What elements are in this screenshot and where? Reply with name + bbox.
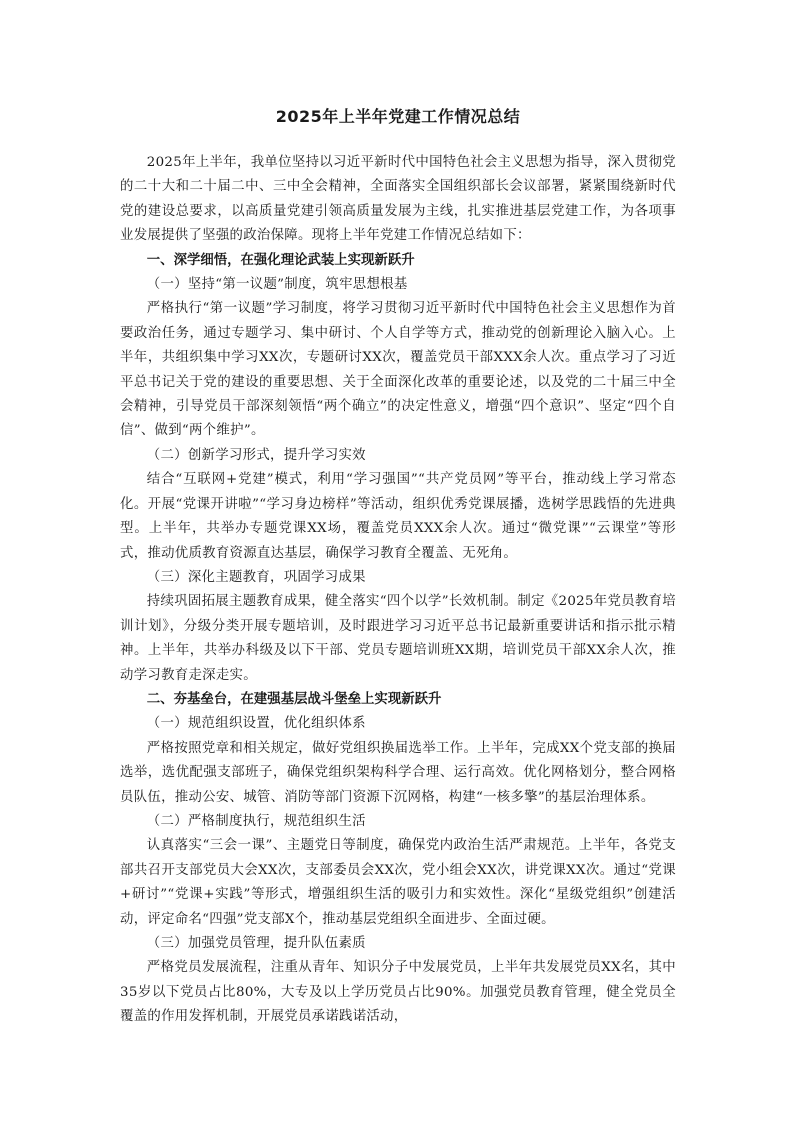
section-heading-1: 一、深学细悟，在强化理论武装上实现新跃升	[146, 252, 415, 268]
subsection-heading-2-2: （二）严格制度执行，规范组织生活	[146, 813, 366, 829]
subsection-heading-1-3: （三）深化主题教育，巩固学习成果	[146, 569, 366, 585]
document-page	[120, 100, 676, 1030]
paragraph-1-3: 持续巩固拓展主题教育成果，健全落实“四个以学”长效机制。制定《2025年党员教育培训计划》，分级分类开展专题培训，及时跟进学习习近平总书记最新重要讲话和指示批示精神。上半年，共举办科级及以下干部、党员专题培训班XX期，培训党员干部XX余人次，推动学习教育走深走实。	[120, 594, 676, 683]
paragraph-2-1: 严格按照党章和相关规定，做好党组织换届选举工作。上半年，完成XX个党支部的换届选举，选优配强支部班子，确保党组织架构科学合理、运行高效。优化网格划分，整合网格员队伍，推动公安、城管、消防等部门资源下沉网格，构建“一核多擎”的基层治理体系。	[120, 740, 676, 805]
subsection-heading-1-1: （一）坚持“第一议题”制度，筑牢思想根基	[146, 277, 408, 293]
paragraph-2-3: 严格党员发展流程，注重从青年、知识分子中发展党员，上半年共发展党员XX名，其中35岁以下党员占比80%，大专及以上学历党员占比90%。加强党员教育管理，健全党员全覆盖的作用发挥机制，开展党员承诺践诺活动，	[120, 960, 676, 1025]
document-title: 2025年上半年党建工作情况总结	[275, 107, 521, 126]
paragraph-1-2: 结合“互联网+党建”模式，利用“学习强国”“共产党员网”等平台，推动线上学习常态化。开展“党课开讲啦”“学习身边榜样”等活动，组织优秀党课展播，选树学思践悟的先进典型。上半年，共举办专题党课XX场，覆盖党员XXX余人次。通过“微党课”“云课堂”等形式，推动优质教育资源直达基层，确保学习教育全覆盖、无死角。	[120, 472, 676, 561]
subsection-heading-1-2: （二）创新学习形式，提升学习实效	[146, 447, 366, 463]
section-heading-2: 二、夯基垒台，在建强基层战斗堡垒上实现新跃升	[146, 691, 442, 707]
subsection-heading-2-3: （三）加强党员管理，提升队伍素质	[146, 936, 366, 951]
paragraph-1-1: 严格执行“第一议题”学习制度，将学习贯彻习近平新时代中国特色社会主义思想作为首要政治任务，通过专题学习、集中研讨、个人自学等方式，推动党的创新理论入脑入心。上半年，共组织集中学习XX次，专题研讨XX次，覆盖党员干部XXX余人次。重点学习了习近平总书记关于党的建设的重要思想、关于全面深化改革的重要论述，以及党的二十届三中全会精神，引导党员干部深刻领悟“两个确立”的决定性意义，增强“四个意识”、坚定“四个自信”、做到“两个维护”。	[120, 301, 676, 439]
paragraph-2-2: 认真落实“三会一课”、主题党日等制度，确保党内政治生活严肃规范。上半年，各党支部共召开支部党员大会XX次，支部委员会XX次，党小组会XX次，讲党课XX次。通过“党课+研讨”“党课+实践”等形式，增强组织生活的吸引力和实效性。深化“星级党组织”创建活动，评定命名“四强”党支部X个，推动基层党组织全面进步、全面过硬。	[120, 838, 676, 927]
intro-paragraph: 2025年上半年，我单位坚持以习近平新时代中国特色社会主义思想为指导，深入贯彻党的二十大和二十届二中、三中全会精神，全面落实全国组织部长会议部署，紧紧围绕新时代党的建设总要求，以高质量党建引领高质量发展为主线，扎实推进基层党建工作，为各项事业发展提供了坚强的政治保障。现将上半年党建工作情况总结如下：	[120, 155, 676, 244]
subsection-heading-2-1: （一）规范组织设置，优化组织体系	[146, 716, 366, 732]
